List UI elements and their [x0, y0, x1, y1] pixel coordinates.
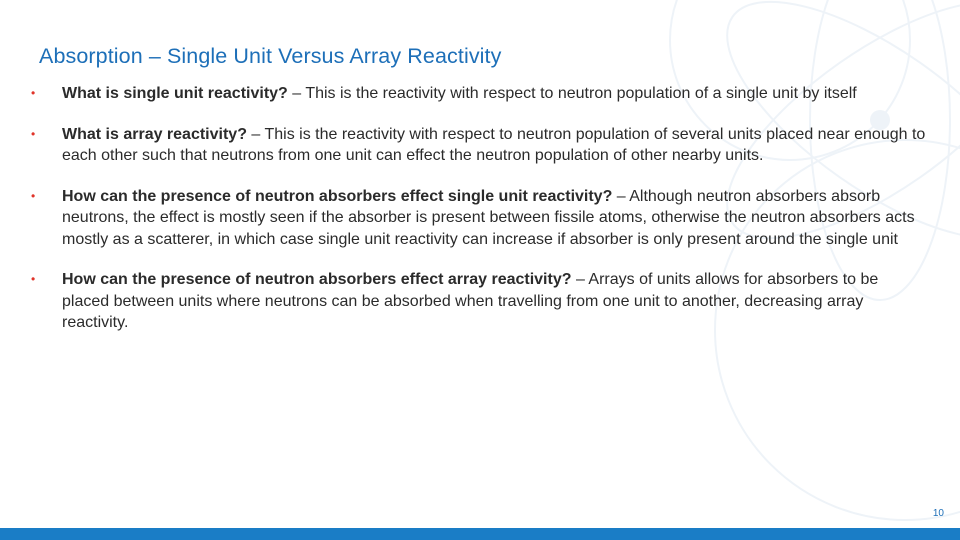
slide-title: Absorption – Single Unit Versus Array Reactivity [39, 44, 502, 68]
bullet-item [26, 83, 926, 105]
bullet-marker: • [31, 126, 36, 141]
bullet-marker: • [31, 86, 36, 100]
bullet-question: How can the presence of neutron absorbers effect array reactivity? [62, 271, 576, 288]
bullet-item [26, 124, 926, 167]
bullet-question: What is single unit reactivity? [62, 85, 293, 102]
bullet-answer: – Although neutron absorbers absorb neutrons, the effect is mostly seen if the absorber is present between fissile atoms, otherwise the neutron absorbers acts mostly as a scatterer, in which case single unit reactivity can increase if absorber is only present around the single unit [62, 187, 915, 248]
bullet-marker: • [31, 272, 36, 286]
bullet-item [26, 269, 926, 334]
bullet-question: What is array reactivity? [62, 125, 252, 143]
footer-bar [0, 528, 960, 540]
bullet-answer: – This is the reactivity with respect to neutron population of several units placed near enough to each other such that neutrons from one unit can effect the neutron population of other nearby units. [62, 125, 926, 164]
page-number: 10 [932, 508, 944, 519]
bullet-answer: – This is the reactivity with respect to neutron population of a single unit by itself [292, 85, 857, 102]
bullet-marker: • [31, 188, 36, 203]
bullet-question: How can the presence of neutron absorbers effect single unit reactivity? [62, 187, 617, 205]
bullet-list [26, 83, 926, 353]
bullet-item [26, 186, 926, 251]
bullet-answer: – Arrays of units allows for absorbers to be placed between units where neutrons can be absorbed when travelling from one unit to another, decreasing array reactivity. [62, 271, 879, 331]
